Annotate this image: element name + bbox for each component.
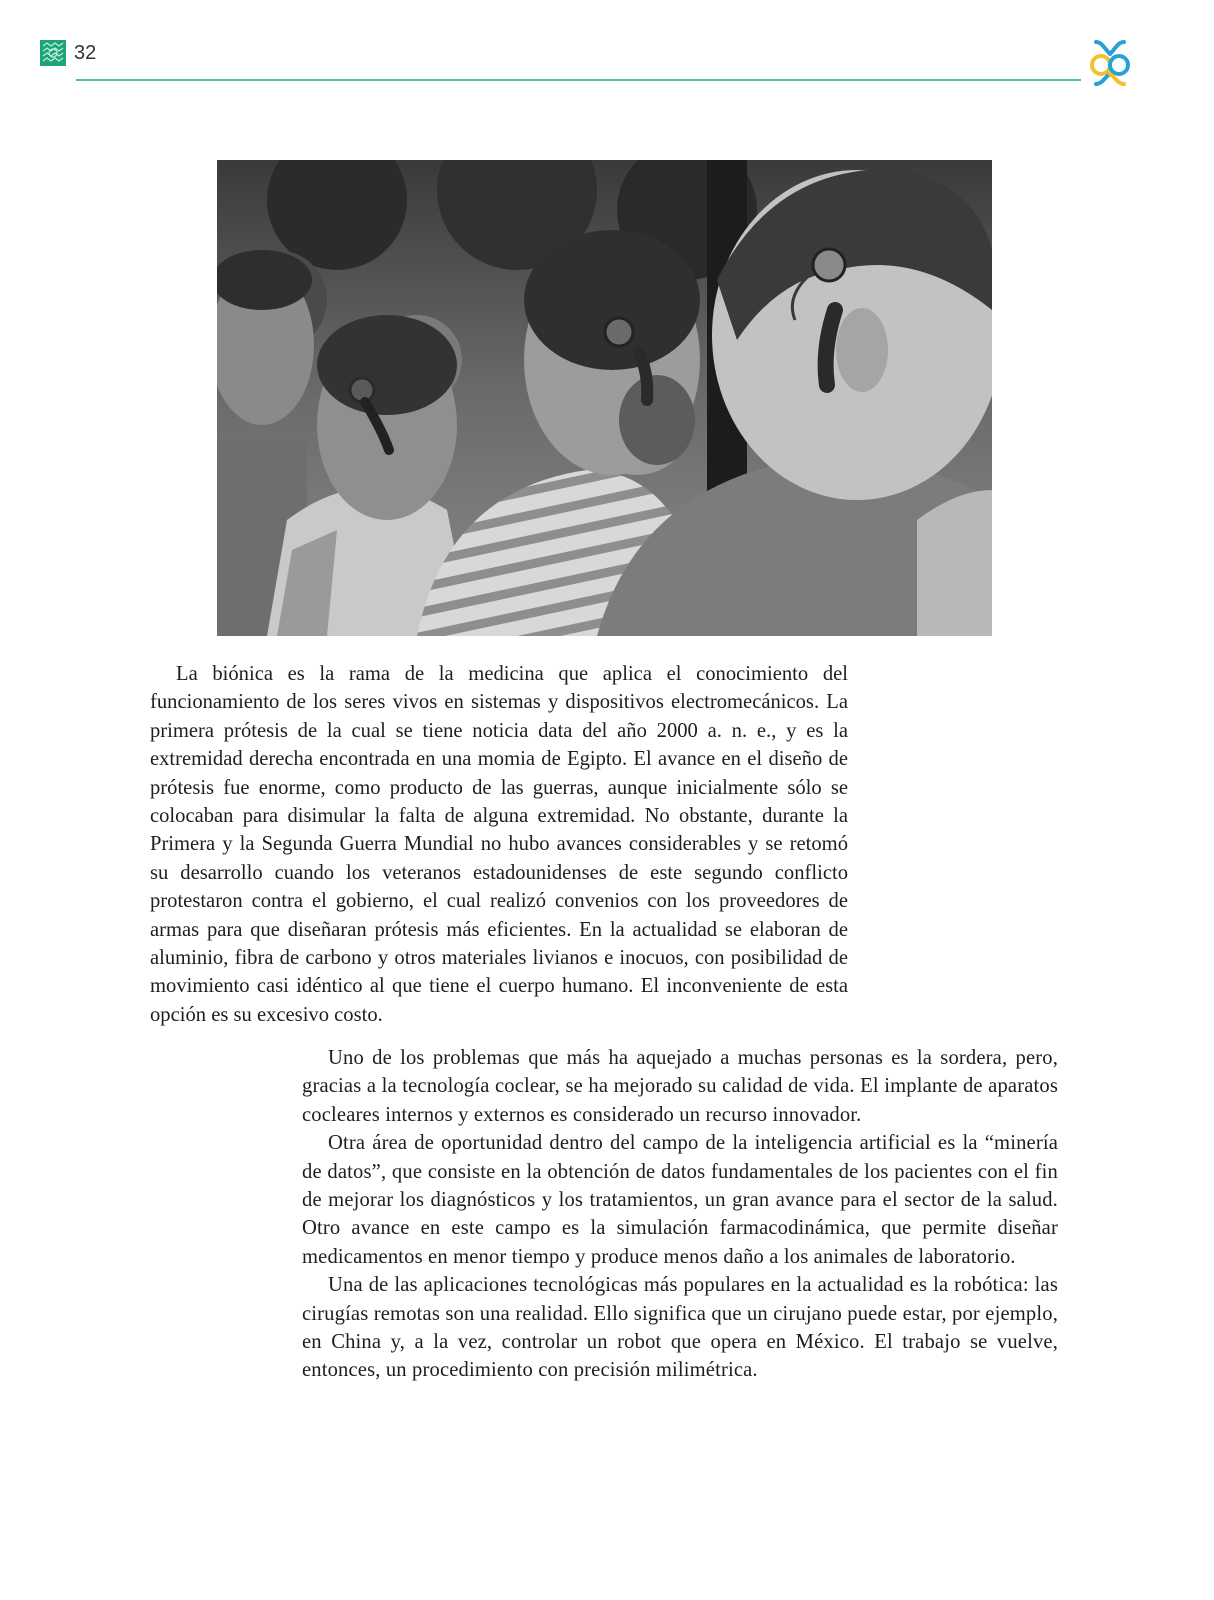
green-pattern-icon: [40, 40, 66, 66]
paragraph-data-mining: Otra área de oportunidad dentro del campo de la inteligencia artificial es la “minería de datos”, que consiste en la obtención de datos fundamentales de los pacientes con el fin de mejorar los diagnósticos y los tratamientos, un gran avance para el sector de la salud. Otro avance en este campo es la simulación farmacodinámica, que permite diseñar medicamentos en menor tiempo y produce menos daño a los animales de laboratorio.: [302, 1132, 1058, 1268]
paragraph-bionics: La biónica es la rama de la medicina que aplica el conocimiento del funcionamiento de los seres vivos en sistemas y dispositivos electromecánicos. La primera prótesis de la cual se tiene noticia data del año 2000 a. n. e., y es la extremidad derecha encontrada en una momia de Egipto. El avance en el diseño de prótesis fue enorme, como producto de las guerras, aunque inicialmente sólo se colocaban para disimular la falta de alguna extremidad. No obstante, durante la Primera y la Segunda Guerra Mundial no hubo avances considerables y se retomó su desarrollo cuando los veteranos estadounidenses de este segundo conflicto protestaron contra el gobierno, el cual realizó convenios con los proveedores de armas para que diseñaran prótesis más eficientes. En la actualidad se elaboran de aluminio, fibra de carbono y otros materiales livianos e inocuos, con posibilidad de movimiento casi idéntico al que tiene el cuerpo humano. El inconveniente de esta opción es su excesivo costo.: [150, 663, 848, 1026]
paragraph-cochlear: Uno de los problemas que más ha aquejado a muchas personas es la sordera, pero, gracias a la tecnología coclear, se ha mejorado su calidad de vida. El implante de aparatos cocleares internos y externos es considerado un recurso innovador.: [302, 1047, 1058, 1126]
interlocking-rings-logo-icon: [1086, 38, 1134, 93]
page-number: 32: [74, 42, 97, 64]
right-column: [302, 1044, 1058, 1385]
paragraph-robotics: Una de las aplicaciones tecnológicas más populares en la actualidad es la robótica: las cirugías remotas son una realidad. Ello significa que un cirujano puede estar, por ejemplo, en China y, a la vez, controlar un robot que opera en México. El trabajo se vuelve, entonces, un procedimiento con precisión milimétrica.: [302, 1274, 1058, 1382]
cochlear-implants-photo: [217, 160, 992, 636]
header-rule: [76, 79, 1081, 81]
